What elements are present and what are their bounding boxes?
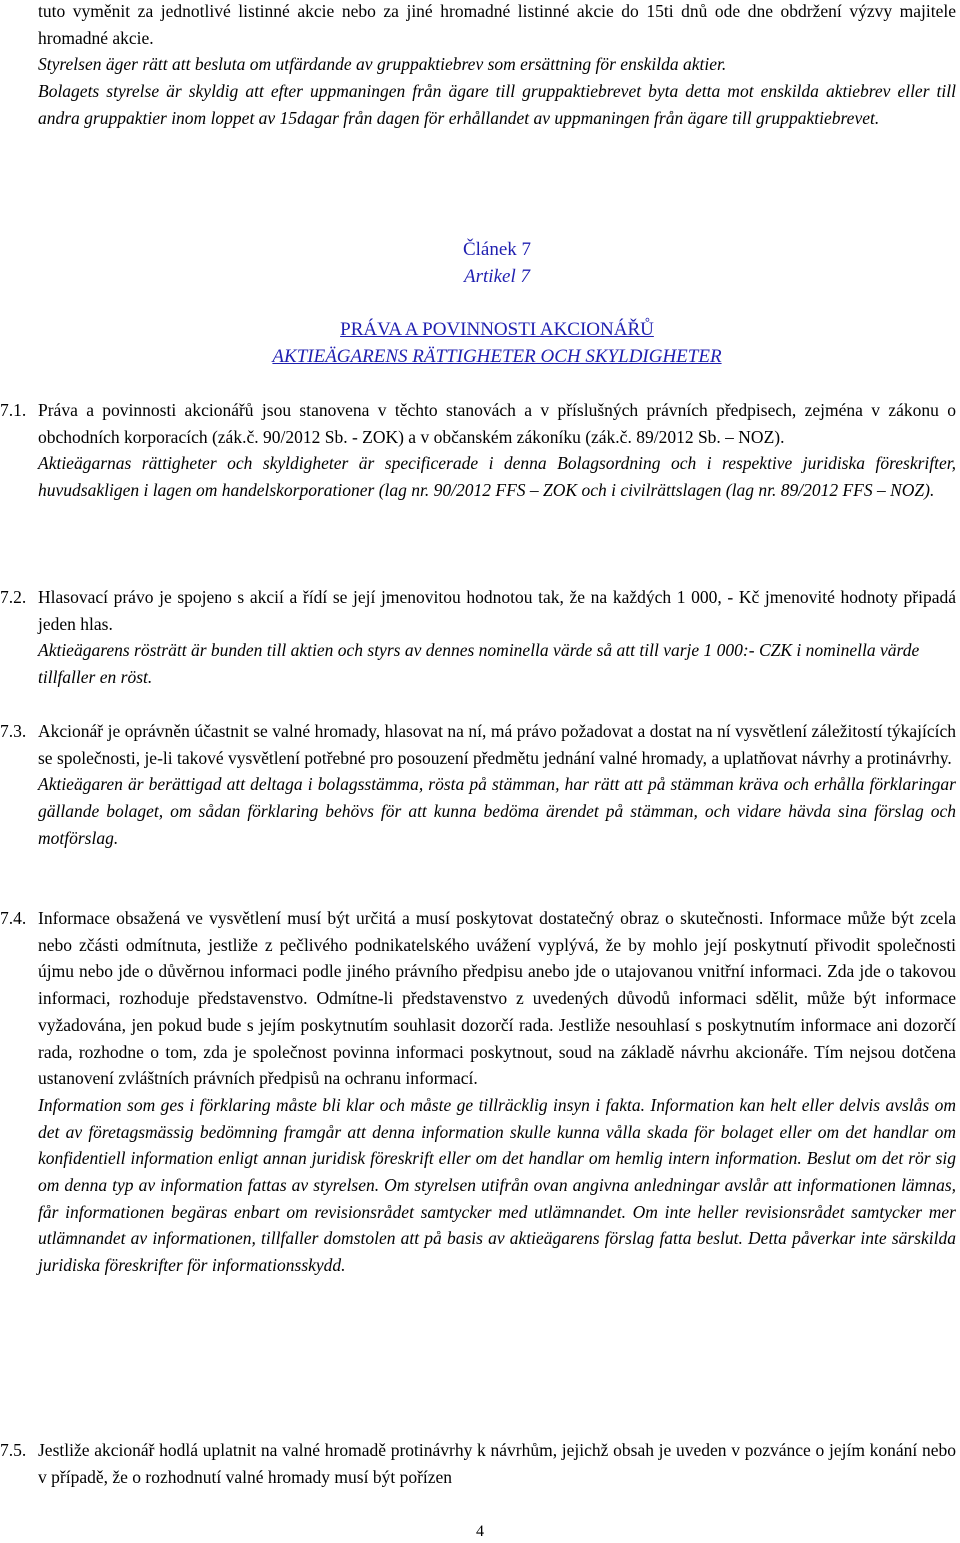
section-number: 7.1. [0,400,27,420]
section-text-czech: Práva a povinnosti akcionářů jsou stanovena v těchto stanovách a v příslušných právních předpisech, zejména v zákonu o obchodních korporacích (zák.č. 90/2012 Sb. - ZOK) a v občanském zákoníku (zák.č. 89/2012 Sb. – NOZ). [38,400,956,447]
article-subtitle-czech: PRÁVA A POVINNOSTI AKCIONÁŘŮ [340,319,654,340]
section-number: 7.5. [0,1440,27,1460]
section-7-1 [0,397,956,504]
section-number: 7.2. [0,587,27,607]
section-text-czech: Akcionář je oprávněn účastnit se valné hromady, hlasovat na ní, má právo požadovat a dostat na ní vysvětlení záležitostí týkajících se společnosti, je-li takové vysvětlení potřebné pro posouzení předmětu jednání valné hromady, a uplatňovat návrhy a protinávrhy. [38,721,956,768]
continued-text-block [38,0,956,132]
swedish-paragraph: Styrelsen äger rätt att besluta om utfärdande av gruppaktiebrev som ersättning för enskilda aktier. [38,54,727,75]
article-title-czech: Článek 7 [462,239,532,260]
section-text-czech: Hlasovací právo je spojeno s akcií a řídí se její jmenovitou hodnotou tak, že na každých 1 000, - Kč jmenovité hodnoty připadá jeden hlas. [38,587,956,634]
section-7-2 [0,584,956,691]
section-text-czech: Informace obsažená ve vysvětlení musí být určitá a musí poskytovat dostatečný obraz o skutečnosti. Informace může být zcela nebo zčásti odmítnuta, jestliže z pečlivého podnikatelského uvážení vyplývá, že by mohlo její poskytnutí přivodit společnosti újmu nebo jde o důvěrnou informaci podle jiného právního předpisu anebo jde o utajovanou vnitřní informaci. Zda jde o takovou informaci, rozhoduje představenstvo. Odmítne-li představenstvo z uvedených důvodů informaci sdělit, může být informace vyžadována, jen pokud bude s jejím poskytnutím souhlasit dozorčí rada. Jestliže nesouhlasí s poskytnutím informace ani dozorčí rada, rozhodne o tom, zda je společnost povinna informaci poskytnout, soud na základě návrhu akcionáře. Tím nejsou dotčena ustanovení zvláštních právních předpisů na ochranu informací. [38,908,956,1089]
section-text-swedish: Aktieägarnas rättigheter och skyldigheter är specificerade i denna Bolagsordning och i respektive juridiska föreskrifter, huvudsakligen i lagen om handelskorporationer (lag nr. 90/2012 FFS – ZOK och i civilrättslagen (lag nr. 89/2012 FFS – NOZ). [38,453,956,501]
page-number: 4 [476,1523,484,1540]
swedish-paragraph: Bolagets styrelse är skyldig att efter uppmaningen från ägare till gruppaktiebrevet byta detta mot enskilda aktiebrev eller till andra gruppaktier inom loppet av 15dagar från dagen för erhållandet av uppmaningen från ägare till gruppaktiebrevet. [38,81,956,128]
article-subtitle-swedish: AKTIEÄGARENS RÄTTIGHETER OCH SKYLDIGHETER [272,346,722,367]
section-text-swedish: Aktieägaren är berättigad att deltaga i bolagsstämma, rösta på stämman, har rätt att på stämman kräva och erhålla förklaringar gällande bolaget, om sådan förklaring behövs för att kunna bedöma ärendet på stämman, och vidare hävda sina förslag och motförslag. [38,774,956,848]
section-text-swedish: Information som ges i förklaring måste bli klar och måste ge tillräcklig insyn i fakta. Information kan helt eller delvis avslås om det av företagsmässig bedömning framgår att denna information skulle kunna vålla skada för bolaget eller om det handlar om konfidentiell information enligt annan juridisk föreskrift eller om det handlar om hemlig intern information. Beslut om det rör sig om denna typ av information fattas av styrelsen. Om styrelsen utifrån ovan angivna anledningar avslår att informationen lämnas, får informationen begäras enbart om revisionsrådet samtycker med utlämnandet. Om inte heller revisionsrådet samtycker mer utlämnandet av informationen, tillfaller domstolen att på basis av aktieägarens förslag fatta beslut. Detta påverkar inte särskilda juridiska föreskrifter för informationsskydd. [38,1094,956,1276]
section-7-5 [0,1437,956,1490]
section-7-3 [0,718,956,852]
section-number: 7.4. [0,908,27,928]
section-text-swedish: Aktieägarens rösträtt är bunden till aktien och styrs av dennes nominella värde så att till varje 1 000:- CZK i nominella värde tillfaller en röst. [38,640,920,688]
section-7-4 [0,905,956,1279]
section-number: 7.3. [0,721,27,741]
article-title-swedish: Artikel 7 [464,266,530,287]
section-text-czech: Jestliže akcionář hodlá uplatnit na valné hromadě protinávrhy k návrhům, jejichž obsah je uveden v pozvánce o jejím konání nebo v případě, že o rozhodnutí valné hromady musí být pořízen [38,1440,956,1487]
czech-continued-paragraph: tuto vyměnit za jednotlivé listinné akcie nebo za jiné hromadné listinné akcie do 15ti dnů ode dne obdržení výzvy majitele hromadné akcie. [38,1,956,48]
